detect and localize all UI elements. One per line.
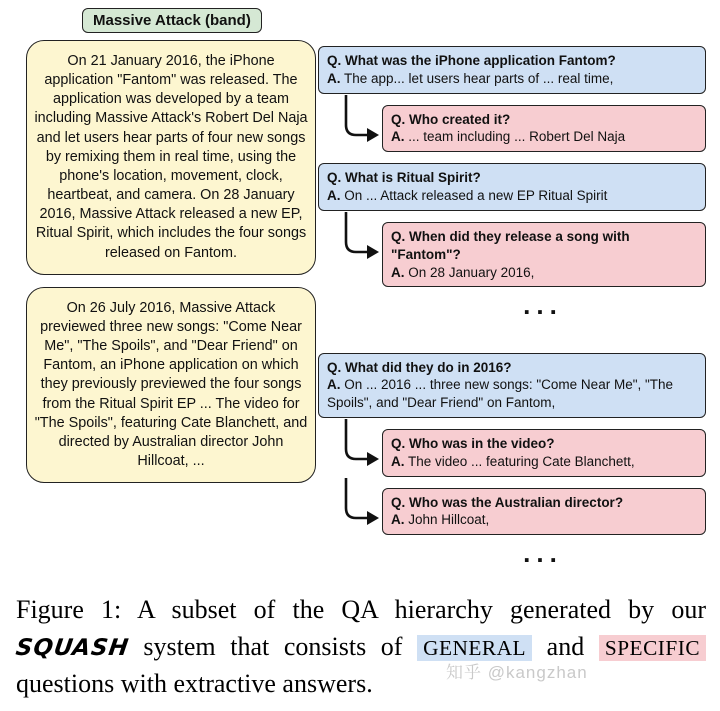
topic-label: Massive Attack (band)	[82, 8, 262, 33]
answer-line	[327, 376, 697, 412]
q-label: Q.	[391, 494, 406, 510]
answer-text: John Hillcoat,	[408, 512, 490, 528]
caption-text: system that consists of	[143, 631, 403, 661]
specific-question-box	[382, 222, 706, 287]
a-label: A.	[391, 512, 405, 528]
question-line	[327, 169, 697, 187]
question-line	[391, 228, 697, 264]
general-question-box	[318, 46, 706, 94]
question-text: Who was the Australian director?	[409, 494, 624, 510]
answer-line	[391, 128, 697, 146]
hierarchy-arrow-icon	[336, 95, 382, 149]
hierarchy-arrow-icon	[336, 478, 382, 532]
caption-text: and	[546, 631, 585, 661]
q-label: Q.	[327, 170, 342, 186]
qa-row	[382, 222, 706, 287]
figure-caption	[16, 592, 706, 703]
a-label: A.	[327, 70, 341, 86]
squash-logo: SQUASH	[14, 634, 131, 661]
a-label: A.	[391, 129, 405, 145]
general-question-box	[318, 353, 706, 418]
q-label: Q.	[391, 435, 406, 451]
specific-question-box	[382, 105, 706, 153]
question-text: Who created it?	[409, 111, 511, 127]
qa-row	[382, 105, 706, 153]
answer-line	[391, 264, 697, 282]
qa-group-2	[318, 353, 706, 569]
q-label: Q.	[391, 111, 406, 127]
passage-box-2: On 26 July 2016, Massive Attack previewed three new songs: "Come Near Me", "The Spoils", and "Dear Friend" on Fantom, an iPhone application on which they previously previewed the four songs from the Ritual Spirit EP ... The video for "The Spoils", featuring Cate Blanchett, and directed by Australian director John Hillcoat, ...	[26, 287, 316, 483]
question-line	[391, 111, 697, 129]
question-line	[391, 435, 697, 453]
passage-box-1: On 21 January 2016, the iPhone application "Fantom" was released. The application was developed by a team including Massive Attack's Robert Del Naja and let users hear parts of four new songs by remixing them in real time, using the phone's location, movement, clock, heartbeat, and camera. On 28 January 2016, Massive Attack released a new EP, Ritual Spirit, which includes the four songs released on Fantom.	[26, 40, 316, 275]
a-label: A.	[327, 188, 341, 204]
specific-question-box	[382, 429, 706, 477]
caption-text: questions with extractive answers.	[16, 668, 373, 698]
answer-text: ... team including ... Robert Del Naja	[408, 129, 626, 145]
hierarchy-arrow-icon	[336, 419, 382, 473]
answer-line	[327, 70, 697, 88]
answer-text: On ... Attack released a new EP Ritual Spirit	[344, 188, 608, 204]
question-line	[327, 359, 697, 377]
answer-line	[391, 511, 697, 529]
specific-question-box	[382, 488, 706, 536]
qa-group-1	[318, 46, 706, 321]
answer-text: On 28 January 2016,	[408, 264, 535, 280]
qa-row	[382, 488, 706, 536]
a-label: A.	[391, 453, 405, 469]
question-text: When did they release a song with "Fantom"?	[391, 228, 630, 262]
question-line	[391, 494, 697, 512]
ellipsis: ...	[523, 290, 563, 321]
source-passages-column	[26, 8, 316, 483]
ellipsis: ...	[523, 538, 563, 569]
question-text: What was the iPhone application Fantom?	[345, 53, 616, 68]
answer-text: The app... let users hear parts of ... real time,	[344, 70, 614, 86]
general-question-box	[318, 163, 706, 211]
q-label: Q.	[327, 359, 342, 375]
q-label: Q.	[391, 228, 406, 244]
qa-row	[318, 163, 706, 211]
qa-row	[318, 46, 706, 94]
caption-text: A subset of the QA hierarchy generated by our	[137, 595, 706, 624]
qa-row	[382, 429, 706, 477]
hierarchy-arrow-icon	[336, 212, 382, 266]
qa-row	[318, 353, 706, 418]
a-label: A.	[391, 264, 405, 280]
figure-number: Figure 1:	[16, 595, 122, 624]
question-text: Who was in the video?	[409, 435, 555, 451]
q-label: Q.	[327, 53, 342, 68]
qa-hierarchy-column	[318, 46, 706, 569]
answer-text: The video ... featuring Cate Blanchett,	[408, 453, 635, 469]
answer-line	[327, 187, 697, 205]
general-tag: GENERAL	[417, 635, 532, 661]
watermark: 知乎 @kangzhan	[446, 663, 588, 682]
answer-text: On ... 2016 ... three new songs: "Come Near Me", "The Spoils", and "Dear Friend" on Fantom,	[327, 377, 674, 411]
question-text: What is Ritual Spirit?	[345, 170, 481, 186]
a-label: A.	[327, 377, 341, 393]
question-line	[327, 52, 697, 70]
specific-tag: SPECIFIC	[599, 635, 706, 661]
question-text: What did they do in 2016?	[345, 359, 512, 375]
answer-line	[391, 453, 697, 471]
